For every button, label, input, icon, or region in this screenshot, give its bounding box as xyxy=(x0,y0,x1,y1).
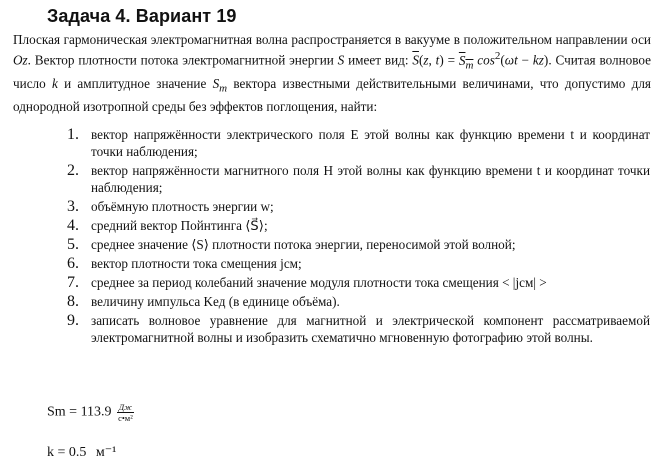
list-item xyxy=(67,255,650,272)
item-text: вектор напряжённости электрического поля E этой волны как функцию времени t и координат точки наблюдения; xyxy=(91,127,650,160)
item-number: 2. xyxy=(67,162,79,180)
list-item xyxy=(67,126,650,161)
sm-value: Sm = 113.9 xyxy=(47,404,112,420)
given-k xyxy=(47,444,116,461)
item-text: среднее за период колебаний значение модуля плотности тока смещения < |jсм| > xyxy=(91,274,547,290)
item-number: 8. xyxy=(67,292,79,310)
item-number: 1. xyxy=(67,126,79,143)
list-item xyxy=(67,312,650,347)
task-list xyxy=(67,126,650,348)
item-text: вектор напряжённости магнитного поля H этой волны как функцию времени t и координат точки наблюдения; xyxy=(91,163,650,196)
list-item xyxy=(67,236,650,253)
list-item xyxy=(67,217,650,234)
item-text: записать волновое уравнение для магнитной и электрической компонент рассматриваемой электромагнитной волны и изобразить схематично мгновенную фотографию этой волны. xyxy=(91,312,650,346)
task-title: Задача 4. Вариант 19 xyxy=(47,6,237,26)
list-item xyxy=(67,162,650,197)
item-number: 6. xyxy=(67,255,79,273)
item-text: вектор плотности тока смещения jсм; xyxy=(91,256,302,272)
item-text: объёмную плотность энергии w; xyxy=(91,199,274,215)
item-number: 9. xyxy=(67,311,79,329)
list-item xyxy=(67,274,650,291)
item-number: 3. xyxy=(67,198,79,216)
given-sm xyxy=(47,402,134,423)
list-item xyxy=(67,293,650,310)
sm-unit-numerator: Дж xyxy=(118,402,133,412)
problem-statement: Плоская гармоническая электромагнитная волна распространяется в вакууме в положительном направлении оси Oz. Вектор плотности потока электромагнитной энергии S имеет вид: $\overline{S}(z$, $t) = S_m$ $\cos^2(\omega t - kz)$. Считая волновое число k и амплитудное значение $S_m$ вектора известными действительными величинами, что допустимо для однородной изотропной среды без эффектов поглощения, найти: xyxy=(13,32,652,114)
item-number: 4. xyxy=(67,217,79,235)
item-number: 7. xyxy=(67,273,79,291)
k-unit: м⁻¹ xyxy=(95,445,117,460)
sm-unit-fraction xyxy=(117,402,134,423)
item-text: величину импульса Kед (в единице объёма). xyxy=(91,293,340,309)
sm-unit-denominator: с•м² xyxy=(118,413,133,423)
item-number: 5. xyxy=(67,236,79,254)
item-text: среднее значение ⟨S⟩ плотности потока энергии, переносимой этой волной; xyxy=(91,237,516,253)
item-text: средний вектор Пойнтинга ⟨S⃗⟩; xyxy=(91,218,268,234)
k-value: k = 0.5 xyxy=(47,445,87,460)
list-item xyxy=(67,198,650,215)
